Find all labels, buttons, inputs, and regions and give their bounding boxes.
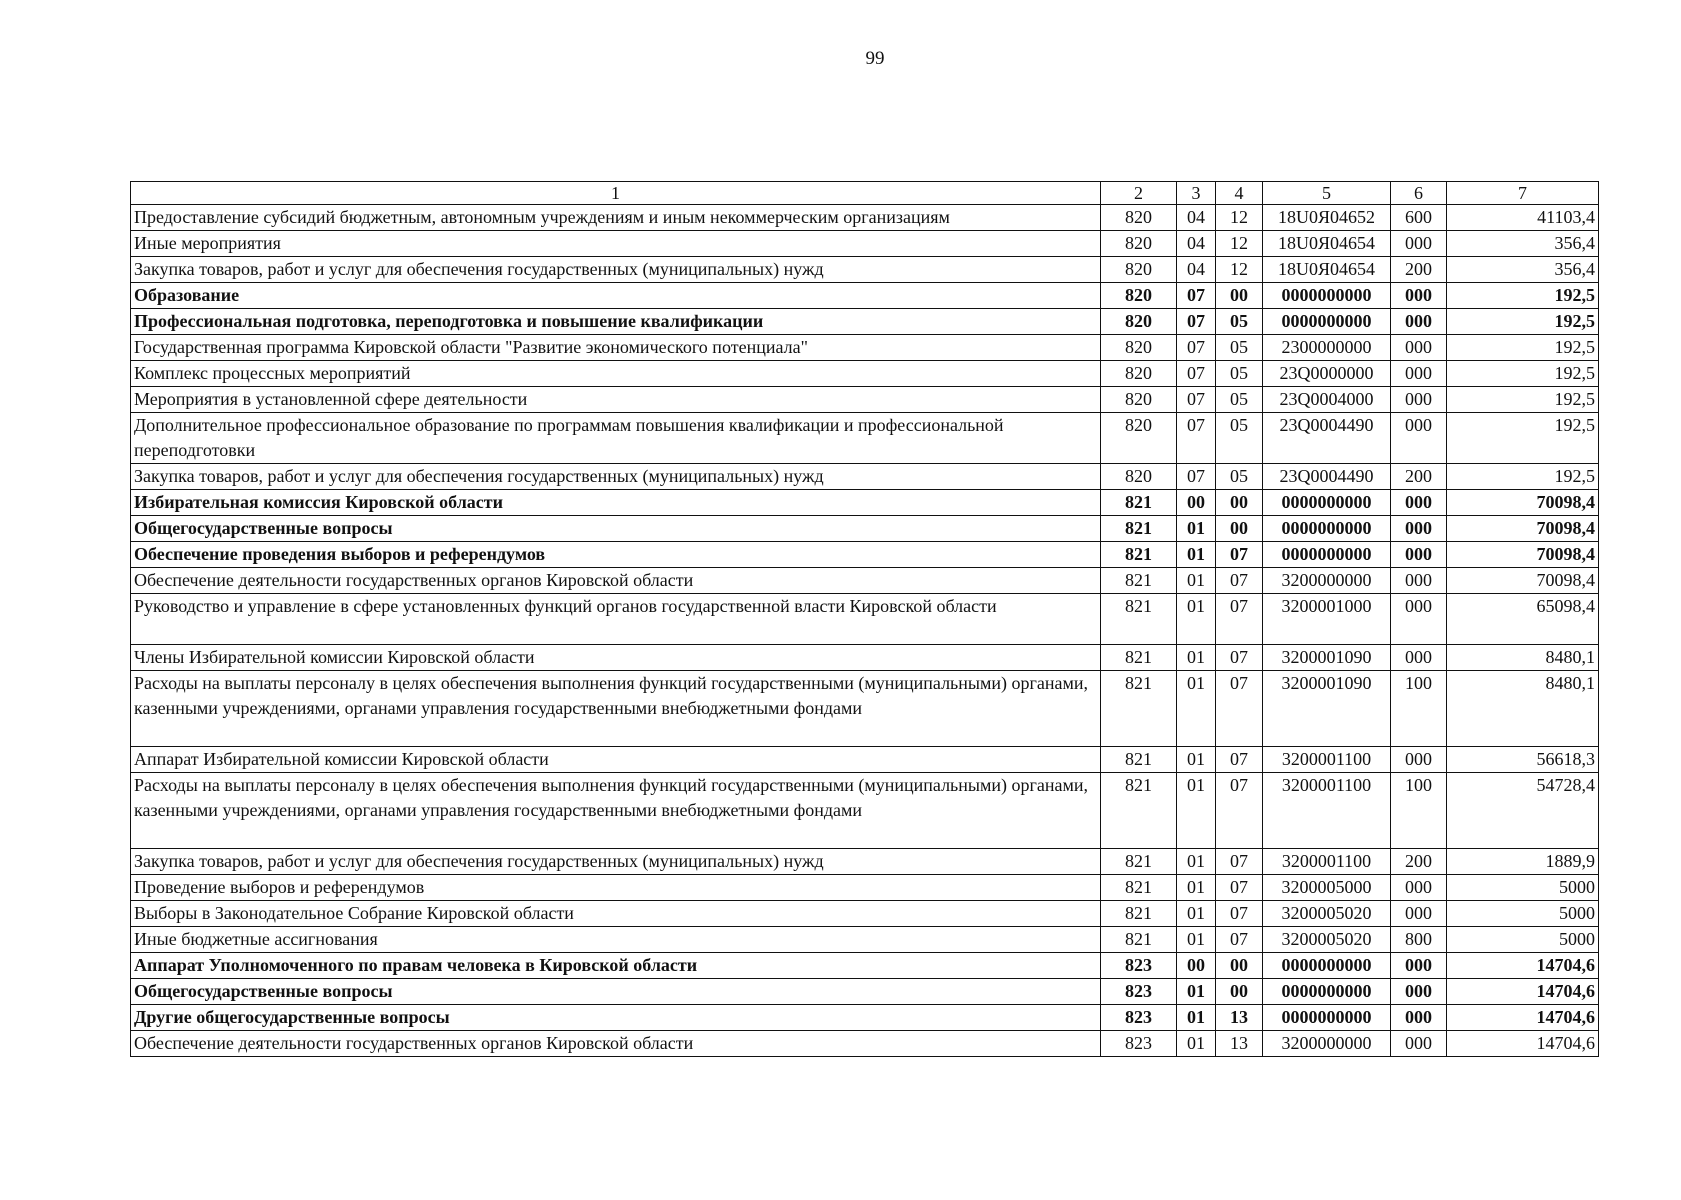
table-row	[131, 516, 1599, 542]
table-row	[131, 464, 1599, 490]
row-name-cell: Обеспечение проведения выборов и референдумов	[131, 542, 1101, 568]
table-row	[131, 568, 1599, 594]
table-row	[131, 231, 1599, 257]
subsection-code-cell: 05	[1216, 387, 1263, 413]
subsection-code-cell: 07	[1216, 594, 1263, 645]
row-name-cell: Выборы в Законодательное Собрание Кировской области	[131, 901, 1101, 927]
section-code-cell: 04	[1177, 257, 1216, 283]
target-article-cell: 3200000000	[1263, 568, 1391, 594]
section-code-cell: 01	[1177, 747, 1216, 773]
amount-cell: 14704,6	[1447, 953, 1599, 979]
section-code-cell: 01	[1177, 645, 1216, 671]
table-row	[131, 849, 1599, 875]
admin-code-cell: 821	[1101, 875, 1177, 901]
expense-type-cell: 000	[1391, 335, 1447, 361]
amount-cell: 192,5	[1447, 464, 1599, 490]
section-code-cell: 01	[1177, 568, 1216, 594]
section-code-cell: 01	[1177, 773, 1216, 849]
amount-cell: 70098,4	[1447, 568, 1599, 594]
admin-code-cell: 821	[1101, 901, 1177, 927]
target-article-cell: 0000000000	[1263, 516, 1391, 542]
section-code-cell: 01	[1177, 1031, 1216, 1057]
section-code-cell: 01	[1177, 849, 1216, 875]
table-row	[131, 361, 1599, 387]
admin-code-cell: 820	[1101, 335, 1177, 361]
section-code-cell: 07	[1177, 361, 1216, 387]
subsection-code-cell: 07	[1216, 568, 1263, 594]
amount-cell: 14704,6	[1447, 979, 1599, 1005]
section-code-cell: 07	[1177, 387, 1216, 413]
expense-type-cell: 000	[1391, 361, 1447, 387]
page-number: 99	[865, 48, 885, 69]
admin-code-cell: 823	[1101, 1005, 1177, 1031]
expense-type-cell: 000	[1391, 283, 1447, 309]
table-row	[131, 953, 1599, 979]
section-code-cell: 07	[1177, 309, 1216, 335]
admin-code-cell: 821	[1101, 542, 1177, 568]
row-name-cell: Расходы на выплаты персоналу в целях обеспечения выполнения функций государственными (муниципальными) органами, казенными учреждениями, органами управления государственными внебюджетными фондами	[131, 671, 1101, 747]
subsection-code-cell: 00	[1216, 283, 1263, 309]
subsection-code-cell: 07	[1216, 849, 1263, 875]
expense-type-cell: 200	[1391, 849, 1447, 875]
target-article-cell: 3200005000	[1263, 875, 1391, 901]
expense-type-cell: 200	[1391, 257, 1447, 283]
target-article-cell: 0000000000	[1263, 542, 1391, 568]
target-article-cell: 3200001090	[1263, 671, 1391, 747]
row-name-cell: Расходы на выплаты персоналу в целях обеспечения выполнения функций государственными (муниципальными) органами, казенными учреждениями, органами управления государственными внебюджетными фондами	[131, 773, 1101, 849]
amount-cell: 192,5	[1447, 361, 1599, 387]
target-article-cell: 3200001090	[1263, 645, 1391, 671]
subsection-code-cell: 05	[1216, 464, 1263, 490]
row-name-cell: Предоставление субсидий бюджетным, автономным учреждениям и иным некоммерческим организациям	[131, 205, 1101, 231]
expense-type-cell: 000	[1391, 568, 1447, 594]
admin-code-cell: 821	[1101, 568, 1177, 594]
row-name-cell: Аппарат Избирательной комиссии Кировской области	[131, 747, 1101, 773]
table-row	[131, 490, 1599, 516]
subsection-code-cell: 00	[1216, 490, 1263, 516]
target-article-cell: 3200001000	[1263, 594, 1391, 645]
target-article-cell: 3200005020	[1263, 927, 1391, 953]
expense-type-cell: 000	[1391, 645, 1447, 671]
admin-code-cell: 820	[1101, 464, 1177, 490]
row-name-cell: Другие общегосударственные вопросы	[131, 1005, 1101, 1031]
admin-code-cell: 821	[1101, 516, 1177, 542]
target-article-cell: 18U0Я04654	[1263, 231, 1391, 257]
target-article-cell: 3200001100	[1263, 849, 1391, 875]
target-article-cell: 0000000000	[1263, 953, 1391, 979]
target-article-cell: 3200005020	[1263, 901, 1391, 927]
section-code-cell: 00	[1177, 490, 1216, 516]
row-name-cell: Иные мероприятия	[131, 231, 1101, 257]
table-row	[131, 747, 1599, 773]
amount-cell: 356,4	[1447, 231, 1599, 257]
subsection-code-cell: 05	[1216, 335, 1263, 361]
section-code-cell: 01	[1177, 516, 1216, 542]
row-name-cell: Профессиональная подготовка, переподготовка и повышение квалификации	[131, 309, 1101, 335]
table-row	[131, 413, 1599, 464]
target-article-cell: 0000000000	[1263, 979, 1391, 1005]
row-name-cell: Закупка товаров, работ и услуг для обеспечения государственных (муниципальных) нужд	[131, 257, 1101, 283]
amount-cell: 41103,4	[1447, 205, 1599, 231]
table-row	[131, 335, 1599, 361]
expense-type-cell: 000	[1391, 1005, 1447, 1031]
table-row	[131, 671, 1599, 747]
expense-type-cell: 000	[1391, 231, 1447, 257]
column-header: 7	[1447, 182, 1599, 205]
subsection-code-cell: 07	[1216, 645, 1263, 671]
expense-type-cell: 200	[1391, 464, 1447, 490]
section-code-cell: 01	[1177, 1005, 1216, 1031]
table-row	[131, 1005, 1599, 1031]
expense-type-cell: 800	[1391, 927, 1447, 953]
admin-code-cell: 821	[1101, 645, 1177, 671]
admin-code-cell: 823	[1101, 1031, 1177, 1057]
admin-code-cell: 820	[1101, 361, 1177, 387]
subsection-code-cell: 12	[1216, 231, 1263, 257]
subsection-code-cell: 07	[1216, 671, 1263, 747]
admin-code-cell: 821	[1101, 594, 1177, 645]
target-article-cell: 3200001100	[1263, 747, 1391, 773]
expense-type-cell: 000	[1391, 309, 1447, 335]
amount-cell: 14704,6	[1447, 1031, 1599, 1057]
amount-cell: 5000	[1447, 875, 1599, 901]
table-row	[131, 979, 1599, 1005]
row-name-cell: Общегосударственные вопросы	[131, 979, 1101, 1005]
amount-cell: 192,5	[1447, 309, 1599, 335]
admin-code-cell: 820	[1101, 387, 1177, 413]
row-name-cell: Обеспечение деятельности государственных органов Кировской области	[131, 568, 1101, 594]
table-row	[131, 901, 1599, 927]
column-header: 6	[1391, 182, 1447, 205]
target-article-cell: 2300000000	[1263, 335, 1391, 361]
target-article-cell: 0000000000	[1263, 283, 1391, 309]
admin-code-cell: 821	[1101, 927, 1177, 953]
subsection-code-cell: 12	[1216, 257, 1263, 283]
column-header: 2	[1101, 182, 1177, 205]
expense-type-cell: 000	[1391, 387, 1447, 413]
subsection-code-cell: 07	[1216, 747, 1263, 773]
budget-table	[130, 181, 1599, 1057]
amount-cell: 192,5	[1447, 387, 1599, 413]
target-article-cell: 18U0Я04654	[1263, 257, 1391, 283]
table-row	[131, 542, 1599, 568]
admin-code-cell: 821	[1101, 747, 1177, 773]
target-article-cell: 3200001100	[1263, 773, 1391, 849]
target-article-cell: 3200000000	[1263, 1031, 1391, 1057]
amount-cell: 356,4	[1447, 257, 1599, 283]
amount-cell: 192,5	[1447, 283, 1599, 309]
admin-code-cell: 821	[1101, 773, 1177, 849]
amount-cell: 192,5	[1447, 335, 1599, 361]
section-code-cell: 01	[1177, 542, 1216, 568]
column-header: 5	[1263, 182, 1391, 205]
section-code-cell: 01	[1177, 594, 1216, 645]
admin-code-cell: 821	[1101, 849, 1177, 875]
subsection-code-cell: 07	[1216, 773, 1263, 849]
row-name-cell: Закупка товаров, работ и услуг для обеспечения государственных (муниципальных) нужд	[131, 464, 1101, 490]
row-name-cell: Избирательная комиссия Кировской области	[131, 490, 1101, 516]
amount-cell: 70098,4	[1447, 490, 1599, 516]
target-article-cell: 23Q0004490	[1263, 464, 1391, 490]
admin-code-cell: 820	[1101, 257, 1177, 283]
admin-code-cell: 823	[1101, 979, 1177, 1005]
subsection-code-cell: 07	[1216, 901, 1263, 927]
section-code-cell: 00	[1177, 953, 1216, 979]
admin-code-cell: 820	[1101, 205, 1177, 231]
amount-cell: 5000	[1447, 927, 1599, 953]
target-article-cell: 0000000000	[1263, 490, 1391, 516]
table-row	[131, 205, 1599, 231]
admin-code-cell: 821	[1101, 490, 1177, 516]
row-name-cell: Проведение выборов и референдумов	[131, 875, 1101, 901]
amount-cell: 5000	[1447, 901, 1599, 927]
section-code-cell: 01	[1177, 901, 1216, 927]
subsection-code-cell: 05	[1216, 361, 1263, 387]
target-article-cell: 18U0Я04652	[1263, 205, 1391, 231]
column-header: 1	[131, 182, 1101, 205]
expense-type-cell: 000	[1391, 516, 1447, 542]
expense-type-cell: 000	[1391, 747, 1447, 773]
expense-type-cell: 000	[1391, 594, 1447, 645]
admin-code-cell: 820	[1101, 231, 1177, 257]
admin-code-cell: 821	[1101, 671, 1177, 747]
column-header: 3	[1177, 182, 1216, 205]
admin-code-cell: 823	[1101, 953, 1177, 979]
target-article-cell: 0000000000	[1263, 309, 1391, 335]
row-name-cell: Руководство и управление в сфере установленных функций органов государственной власти Кировской области	[131, 594, 1101, 645]
row-name-cell: Дополнительное профессиональное образование по программам повышения квалификации и профессиональной переподготовки	[131, 413, 1101, 464]
table-row	[131, 387, 1599, 413]
section-code-cell: 07	[1177, 335, 1216, 361]
amount-cell: 8480,1	[1447, 671, 1599, 747]
subsection-code-cell: 07	[1216, 927, 1263, 953]
amount-cell: 8480,1	[1447, 645, 1599, 671]
table-row	[131, 309, 1599, 335]
section-code-cell: 04	[1177, 205, 1216, 231]
row-name-cell: Члены Избирательной комиссии Кировской области	[131, 645, 1101, 671]
subsection-code-cell: 00	[1216, 953, 1263, 979]
table-header-row	[131, 182, 1599, 205]
expense-type-cell: 000	[1391, 979, 1447, 1005]
section-code-cell: 07	[1177, 413, 1216, 464]
amount-cell: 192,5	[1447, 413, 1599, 464]
expense-type-cell: 000	[1391, 1031, 1447, 1057]
expense-type-cell: 000	[1391, 875, 1447, 901]
table-row	[131, 1031, 1599, 1057]
expense-type-cell: 600	[1391, 205, 1447, 231]
table-row	[131, 927, 1599, 953]
target-article-cell: 23Q0004490	[1263, 413, 1391, 464]
section-code-cell: 04	[1177, 231, 1216, 257]
table-row	[131, 645, 1599, 671]
subsection-code-cell: 00	[1216, 516, 1263, 542]
row-name-cell: Обеспечение деятельности государственных органов Кировской области	[131, 1031, 1101, 1057]
section-code-cell: 01	[1177, 671, 1216, 747]
section-code-cell: 01	[1177, 979, 1216, 1005]
table-row	[131, 257, 1599, 283]
table-row	[131, 594, 1599, 645]
section-code-cell: 07	[1177, 464, 1216, 490]
admin-code-cell: 820	[1101, 283, 1177, 309]
row-name-cell: Государственная программа Кировской области "Развитие экономического потенциала"	[131, 335, 1101, 361]
amount-cell: 70098,4	[1447, 516, 1599, 542]
subsection-code-cell: 05	[1216, 309, 1263, 335]
row-name-cell: Закупка товаров, работ и услуг для обеспечения государственных (муниципальных) нужд	[131, 849, 1101, 875]
expense-type-cell: 000	[1391, 490, 1447, 516]
column-header: 4	[1216, 182, 1263, 205]
table-row	[131, 283, 1599, 309]
expense-type-cell: 000	[1391, 413, 1447, 464]
section-code-cell: 07	[1177, 283, 1216, 309]
target-article-cell: 23Q0000000	[1263, 361, 1391, 387]
target-article-cell: 0000000000	[1263, 1005, 1391, 1031]
subsection-code-cell: 05	[1216, 413, 1263, 464]
expense-type-cell: 000	[1391, 542, 1447, 568]
admin-code-cell: 820	[1101, 413, 1177, 464]
section-code-cell: 01	[1177, 927, 1216, 953]
row-name-cell: Иные бюджетные ассигнования	[131, 927, 1101, 953]
row-name-cell: Мероприятия в установленной сфере деятельности	[131, 387, 1101, 413]
row-name-cell: Образование	[131, 283, 1101, 309]
subsection-code-cell: 07	[1216, 542, 1263, 568]
table-row	[131, 773, 1599, 849]
expense-type-cell: 000	[1391, 953, 1447, 979]
target-article-cell: 23Q0004000	[1263, 387, 1391, 413]
row-name-cell: Комплекс процессных мероприятий	[131, 361, 1101, 387]
subsection-code-cell: 13	[1216, 1005, 1263, 1031]
amount-cell: 14704,6	[1447, 1005, 1599, 1031]
expense-type-cell: 100	[1391, 773, 1447, 849]
row-name-cell: Общегосударственные вопросы	[131, 516, 1101, 542]
row-name-cell: Аппарат Уполномоченного по правам человека в Кировской области	[131, 953, 1101, 979]
admin-code-cell: 820	[1101, 309, 1177, 335]
expense-type-cell: 100	[1391, 671, 1447, 747]
subsection-code-cell: 12	[1216, 205, 1263, 231]
subsection-code-cell: 13	[1216, 1031, 1263, 1057]
subsection-code-cell: 07	[1216, 875, 1263, 901]
amount-cell: 56618,3	[1447, 747, 1599, 773]
amount-cell: 54728,4	[1447, 773, 1599, 849]
section-code-cell: 01	[1177, 875, 1216, 901]
amount-cell: 1889,9	[1447, 849, 1599, 875]
amount-cell: 65098,4	[1447, 594, 1599, 645]
table-row	[131, 875, 1599, 901]
amount-cell: 70098,4	[1447, 542, 1599, 568]
subsection-code-cell: 00	[1216, 979, 1263, 1005]
expense-type-cell: 000	[1391, 901, 1447, 927]
